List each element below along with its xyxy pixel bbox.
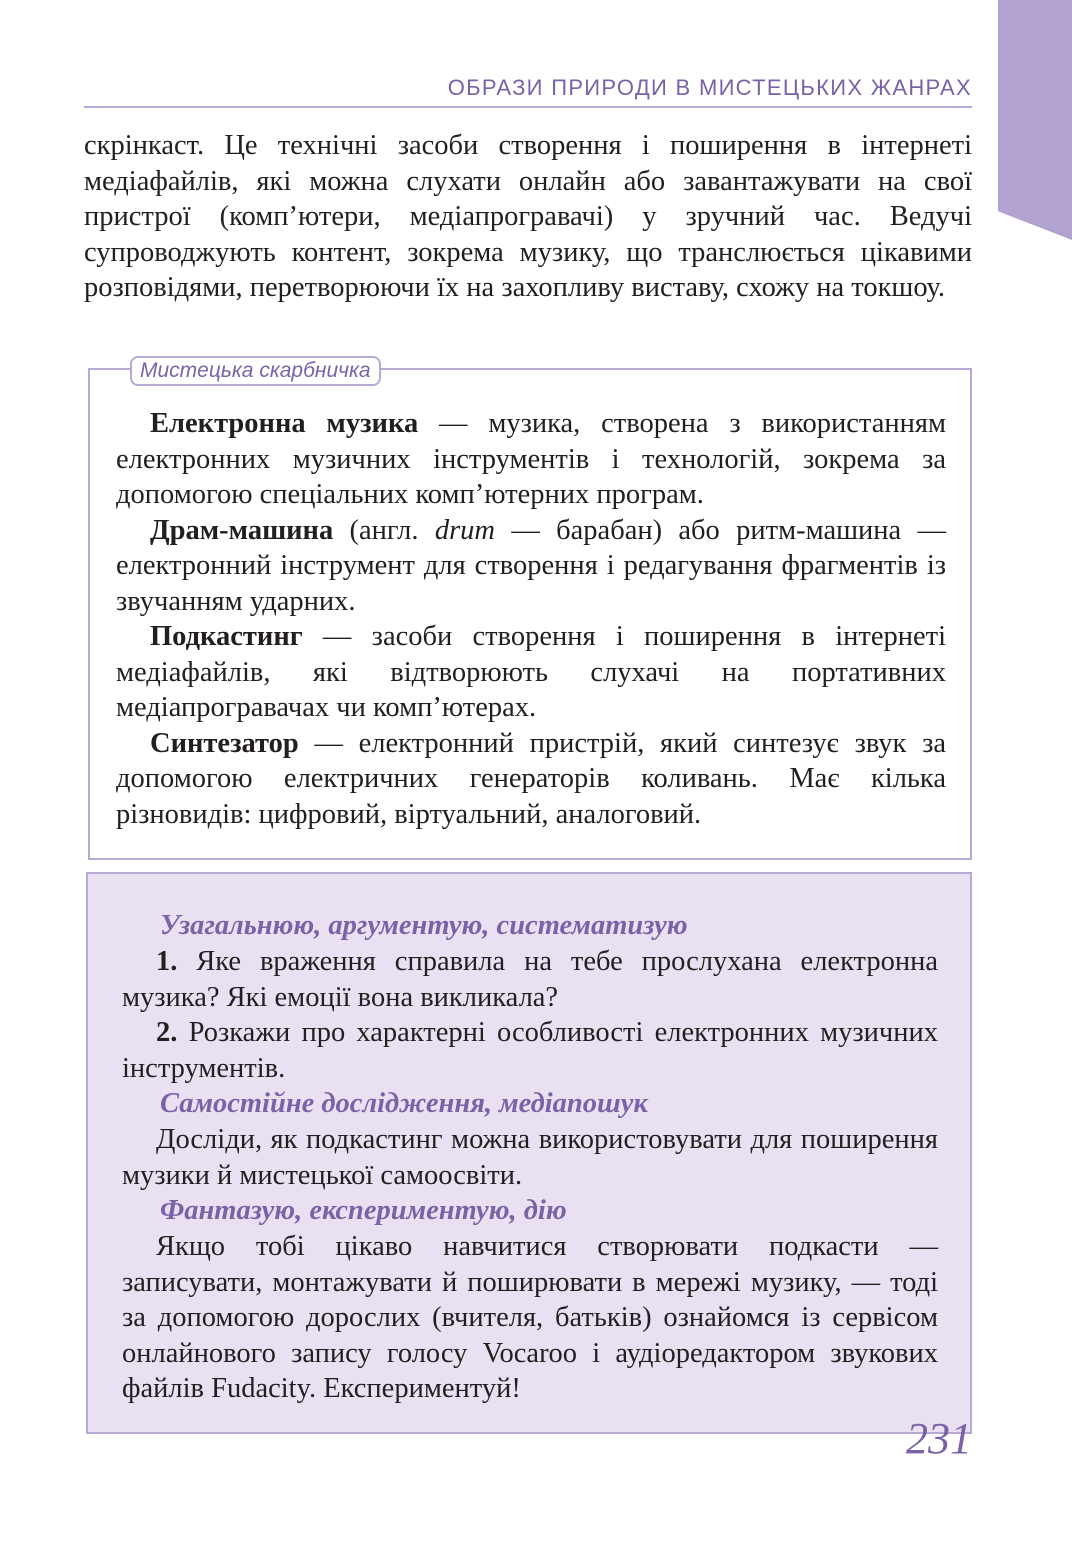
task-experiment-text: Якщо тобі цікаво навчитися створювати подкасти — записувати, монтажувати й поширювати в мережі музику, — тоді за допомогою дорослих (вчителя, батьків) ознайомся із сервісом онлайнового запису голосу Vocaroo і аудіоредактором звукових файлів Fudacity. Експериментуй! [122, 1231, 938, 1404]
task-research-text: Досліди, як подкастинг можна використовувати для поширення музики й мистецької самоосвіти. [122, 1124, 938, 1191]
glossary-entry [116, 619, 946, 726]
glossary-definition: — музика, створена з використанням електронних музичних інструментів і технологій, зокрема за допомогою спеціальних комп’ютерних програм. [116, 408, 946, 510]
glossary-label: Мистецька скарбничка [130, 356, 381, 386]
page-number: 231 [906, 1414, 972, 1463]
glossary-term: Синтезатор [150, 727, 299, 759]
task-question-1 [122, 944, 938, 1015]
glossary-entry [116, 726, 946, 833]
tasks-body [122, 908, 938, 1407]
intro-paragraph: скрінкаст. Це технічні засоби створення і поширення в інтернеті медіафайлів, які можна слухати онлайн або завантажувати на свої пристрої (комп’ютери, медіапрогравачі) у зручний час. Ведучі супроводжують контент, зокрема музику, що транслюється цікавими розповідями, перетворюючи їх на захопливу виставу, схожу на токшоу. [84, 130, 972, 303]
task-question-2 [122, 1015, 938, 1086]
glossary-definition: — засоби створення і поширення в інтернеті медіафайлів, які відтворюють слухачі на портативних медіапрогравачах чи комп’ютерах. [116, 621, 946, 723]
task-number: 2. [156, 1017, 178, 1048]
task-text: Яке враження справила на тебе прослухана електронна музика? Які емоції вона викликала? [122, 946, 938, 1013]
task-text: Розкажи про характерні особливості електронних музичних інструментів. [122, 1017, 938, 1084]
tasks-panel [86, 872, 972, 1434]
intro-text-block [84, 128, 972, 306]
glossary-definition: — барабан) або ритм-машина — електронний інструмент для створення і редагування фрагментів із звучанням ударних. [116, 514, 946, 617]
glossary-term: Подкастинг [150, 621, 303, 652]
glossary-foreign-word: drum [434, 514, 496, 546]
section-heading-research: Самостійне дослідження, медіапошук [160, 1088, 648, 1119]
glossary-body [116, 406, 946, 832]
running-header: ОБРАЗИ ПРИРОДИ В МИСТЕЦЬКИХ ЖАНРАХ [84, 74, 972, 108]
glossary-definition-prefix: (англ. [333, 514, 435, 546]
task-number: 1. [156, 946, 178, 977]
glossary-term: Драм-машина [150, 514, 334, 546]
glossary-term: Електронна музика [150, 408, 419, 439]
chapter-corner-tab [998, 0, 1072, 240]
glossary-entry [116, 406, 946, 513]
section-heading-experiment: Фантазую, експериментую, дію [160, 1195, 567, 1226]
glossary-box [88, 359, 972, 860]
section-heading-generalize: Узагальнюю, аргументую, систематизую [160, 910, 688, 941]
glossary-definition: — електронний пристрій, який синтезує звук за допомогою електричних генераторів коливань. Має кілька різновидів: цифровий, віртуальний, аналоговий. [116, 727, 946, 830]
glossary-entry [116, 513, 946, 620]
